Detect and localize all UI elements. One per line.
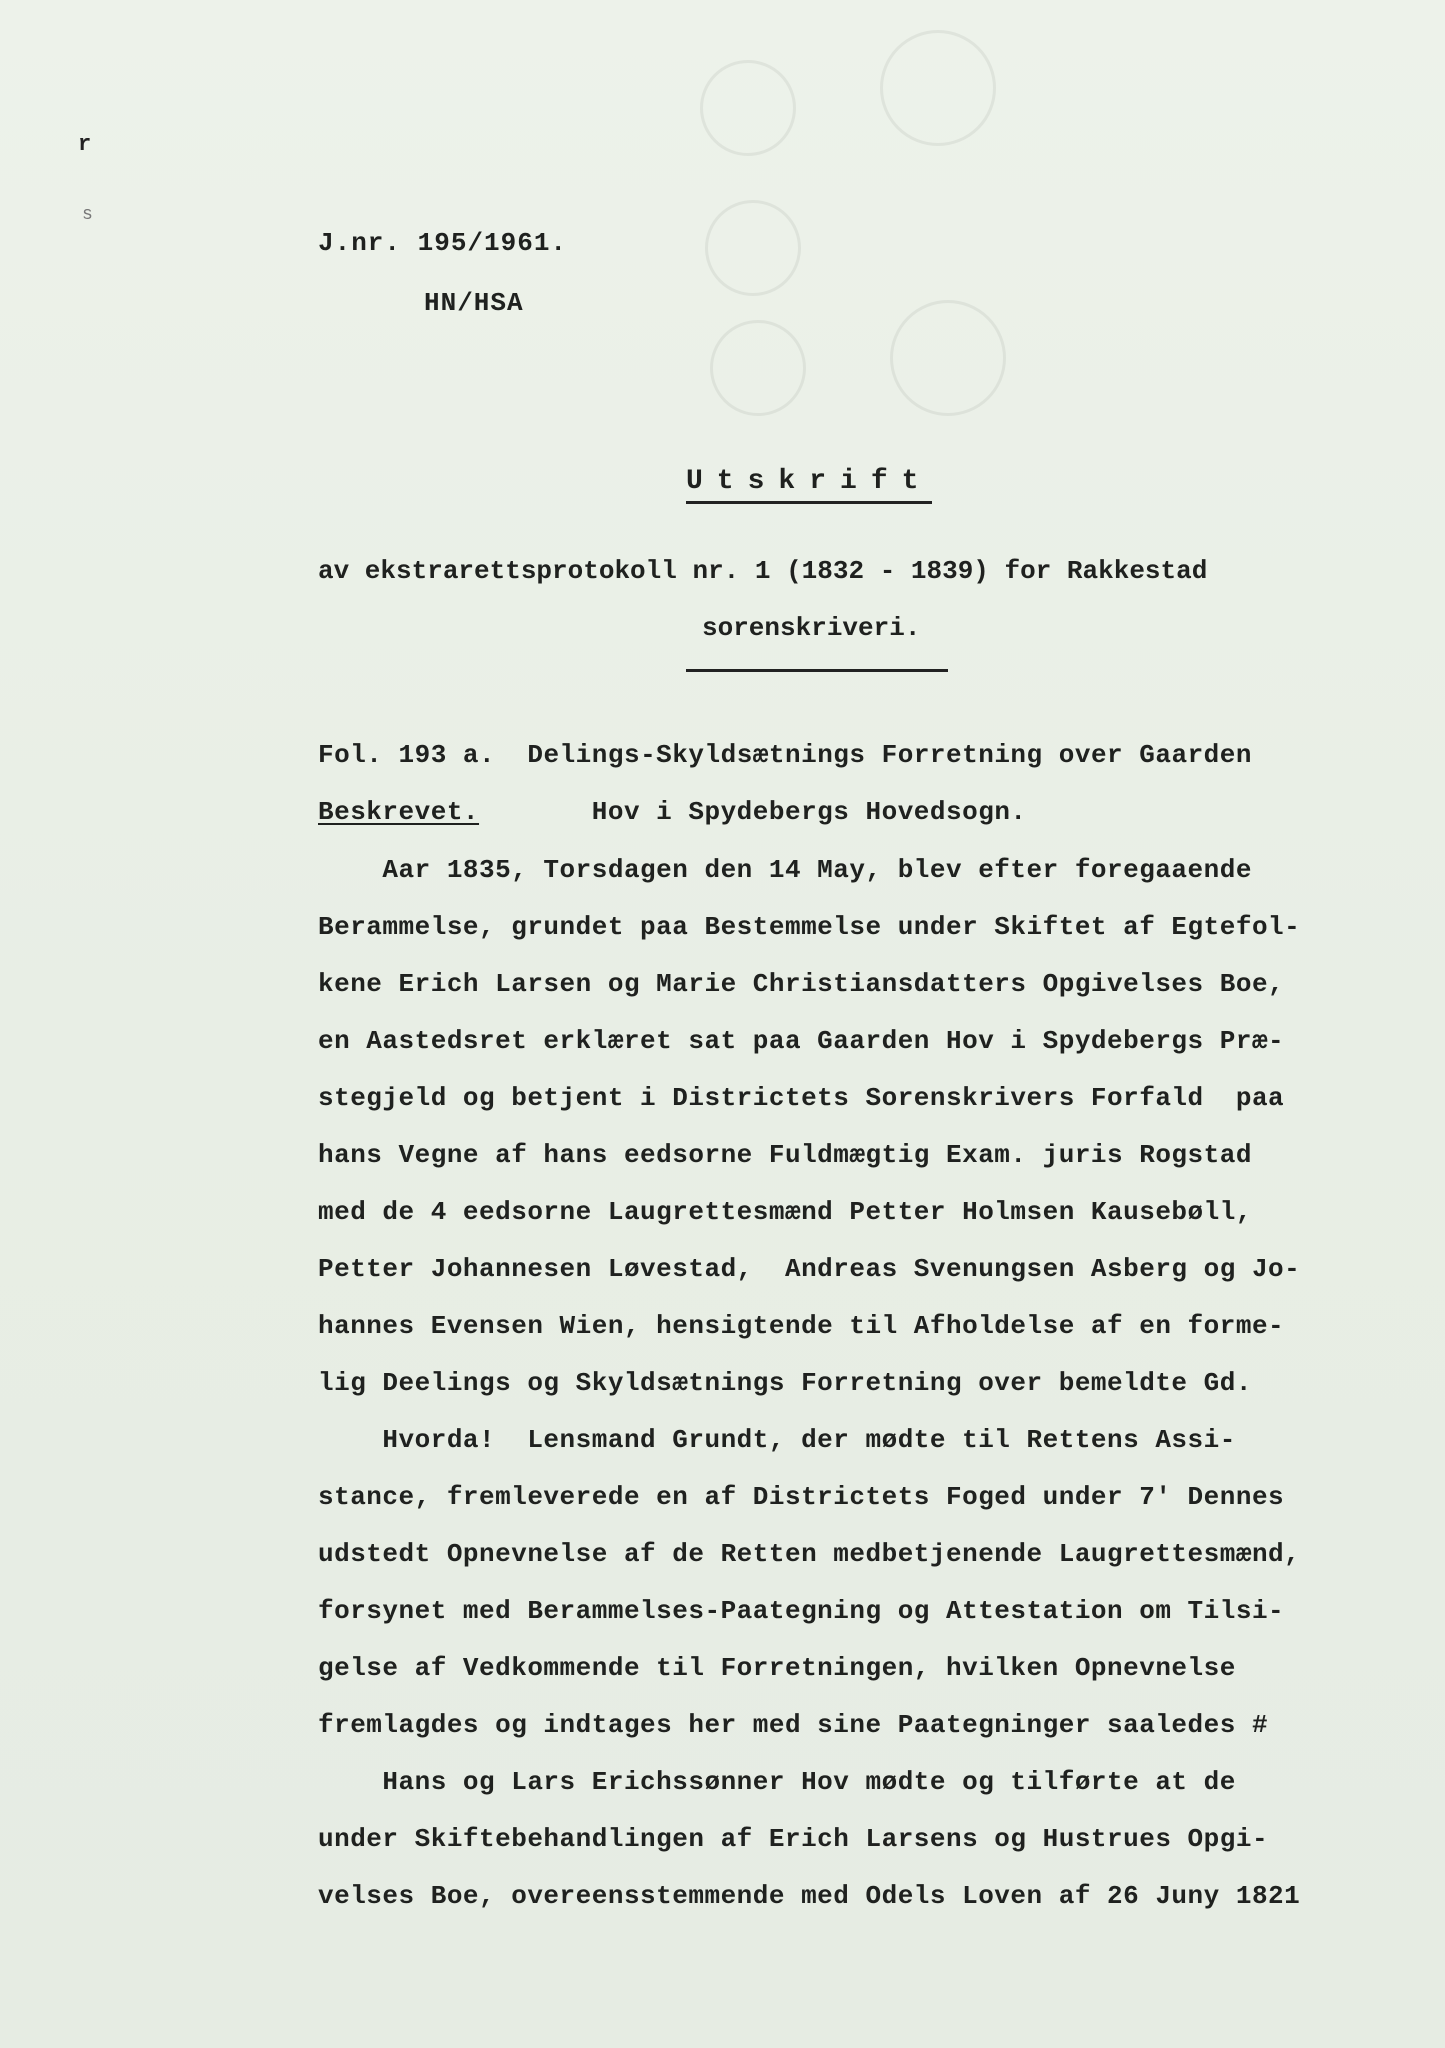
bleed-through-circle (705, 200, 801, 296)
body-line: forsynet med Berammelses-Paategning og Attestation om Tilsi- (318, 1596, 1285, 1626)
margin-mark: s (82, 205, 93, 225)
bleed-through-circle (700, 60, 796, 156)
body-line: fremlagdes og indtages her med sine Paategninger saaledes # (318, 1710, 1269, 1740)
reference-initials: HN/HSA (424, 288, 524, 318)
body-line: udstedt Opnevnelse af de Retten medbetjenende Laugrettesmænd, (318, 1539, 1301, 1569)
margin-mark: r (78, 132, 92, 157)
body-line: hans Vegne af hans eedsorne Fuldmægtig Exam. juris Rogstad (318, 1140, 1252, 1170)
folio-heading: Delings-Skyldsætnings Forretning over Gaarden (527, 740, 1252, 770)
subtitle-line-2: sorenskriveri. (702, 613, 921, 643)
body-line: stegjeld og betjent i Districtets Sorenskrivers Forfald paa (318, 1083, 1285, 1113)
body-line: Petter Johannesen Løvestad, Andreas Svenungsen Asberg og Jo- (318, 1254, 1301, 1284)
body-line: under Skiftebehandlingen af Erich Larsens og Hustrues Opgi- (318, 1824, 1269, 1854)
body-line: en Aastedsret erklæret sat paa Gaarden Hov i Spydebergs Præ- (318, 1026, 1285, 1056)
body-line: Hans og Lars Erichssønner Hov mødte og tilførte at de (318, 1767, 1236, 1797)
folio-place: Hov i Spydebergs Hovedsogn. (591, 797, 1027, 827)
body-line: stance, fremleverede en af Districtets Foged under 7' Dennes (318, 1482, 1285, 1512)
document-title: Utskrift (686, 466, 932, 504)
bleed-through-circle (710, 320, 806, 416)
body-line: Aar 1835, Torsdagen den 14 May, blev efter foregaaende (318, 855, 1252, 885)
body-line: hannes Evensen Wien, hensigtende til Afholdelse af en forme- (318, 1311, 1285, 1341)
body-line: gelse af Vedkommende til Forretningen, hvilken Opnevnelse (318, 1653, 1236, 1683)
bleed-through-circle (890, 300, 1006, 416)
body-line: Berammelse, grundet paa Bestemmelse under Skiftet af Egtefol- (318, 912, 1301, 942)
folio-label: Fol. 193 a. (318, 740, 496, 770)
folio-status: Beskrevet. (318, 797, 480, 827)
body-line: lig Deelings og Skyldsætnings Forretning over bemeldte Gd. (318, 1368, 1252, 1398)
subtitle-rule (686, 669, 948, 672)
folio-line (318, 740, 1252, 770)
body-line: Hvorda! Lensmand Grundt, der mødte til Rettens Assi- (318, 1425, 1236, 1455)
body-line: velses Boe, overeensstemmende med Odels Loven af 26 Juny 1821 (318, 1881, 1301, 1911)
folio-status-line (318, 797, 1027, 827)
journal-number: J.nr. 195/1961. (318, 228, 568, 258)
body-line: kene Erich Larsen og Marie Christiansdatters Opgivelses Boe, (318, 969, 1285, 999)
bleed-through-circle (880, 30, 996, 146)
body-line: med de 4 eedsorne Laugrettesmænd Petter Holmsen Kausebøll, (318, 1197, 1252, 1227)
subtitle-line-1: av ekstrarettsprotokoll nr. 1 (1832 - 1839) for Rakkestad (318, 556, 1208, 586)
